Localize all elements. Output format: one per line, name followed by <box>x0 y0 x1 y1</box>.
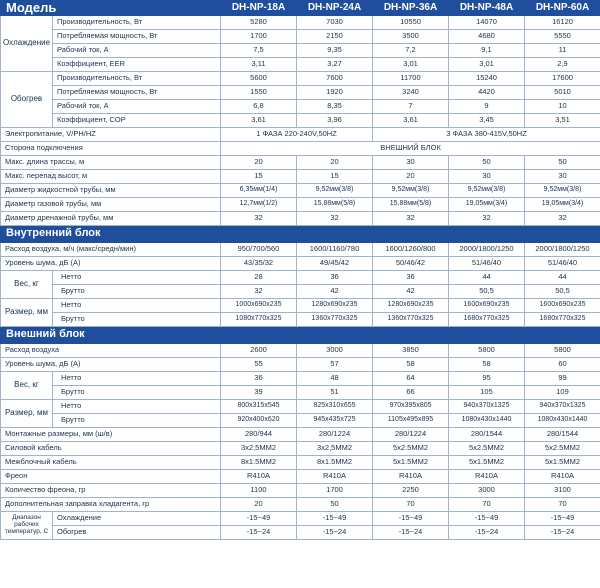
cell: 109 <box>525 385 600 399</box>
cell: 1550 <box>221 85 297 99</box>
cell: 36 <box>221 371 297 385</box>
table-row <box>1 57 600 71</box>
row-label: Сторона подключения <box>1 141 221 155</box>
cell: 36 <box>373 270 449 284</box>
cell-power-3phase: 3 ФАЗА 380-415V,50HZ <box>373 127 600 141</box>
cell: 48 <box>297 371 373 385</box>
cell: 3,01 <box>373 57 449 71</box>
table-row <box>1 29 600 43</box>
cell: 1080x770x325 <box>221 312 297 326</box>
cell: 9 <box>449 99 525 113</box>
cell: 105 <box>449 385 525 399</box>
table-row <box>1 371 600 385</box>
cell: 42 <box>373 284 449 298</box>
row-label: Макс. перепад высот, м <box>1 169 221 183</box>
row-label: Диаметр жидкостной трубы, мм <box>1 183 221 197</box>
cell: 3,01 <box>449 57 525 71</box>
cell: 9,1 <box>449 43 525 57</box>
row-label: Брутто <box>53 385 221 399</box>
cell: 14070 <box>449 15 525 29</box>
model-col-5: DH-NP-60A <box>525 1 600 16</box>
cell: 3,11 <box>221 57 297 71</box>
table-row <box>1 483 600 497</box>
row-label: Брутто <box>53 312 221 326</box>
section-cooling: Охлаждение <box>1 15 53 71</box>
cell: -15~24 <box>221 525 297 539</box>
cell: -15~24 <box>373 525 449 539</box>
cell: 5800 <box>449 343 525 357</box>
table-header-row <box>1 1 600 16</box>
cell: 280/1224 <box>373 427 449 441</box>
cell: 1600/1260/800 <box>373 242 449 256</box>
cell: R410A <box>449 469 525 483</box>
cell: 9,35 <box>297 43 373 57</box>
cell: 280/1224 <box>297 427 373 441</box>
cell: 800x315x545 <box>221 399 297 413</box>
row-label: Диаметр дренажной трубы, мм <box>1 211 221 225</box>
cell: 3,96 <box>297 113 373 127</box>
cell: 280/1544 <box>449 427 525 441</box>
cell: -15~49 <box>297 511 373 525</box>
cell: 3,51 <box>525 113 600 127</box>
cell: 50/46/42 <box>373 256 449 270</box>
cell: 30 <box>449 169 525 183</box>
cell: 39 <box>221 385 297 399</box>
cell: 950/700/560 <box>221 242 297 256</box>
cell: 44 <box>525 270 600 284</box>
cell: 3,45 <box>449 113 525 127</box>
cell: 7,2 <box>373 43 449 57</box>
cell: 15,88мм(5/8) <box>297 197 373 211</box>
table-row <box>1 197 600 211</box>
cell: -15~24 <box>525 525 600 539</box>
cell: 2250 <box>373 483 449 497</box>
model-col-3: DH-NP-36A <box>373 1 449 16</box>
cell: 5x1.5MM2 <box>449 455 525 469</box>
cell: 1600x690x235 <box>449 298 525 312</box>
table-row <box>1 469 600 483</box>
cell: 99 <box>525 371 600 385</box>
cell: 280/944 <box>221 427 297 441</box>
cell: 11700 <box>373 71 449 85</box>
row-label: Брутто <box>53 284 221 298</box>
cell: 3x2,5MM2 <box>221 441 297 455</box>
table-row <box>1 256 600 270</box>
cell: 7030 <box>297 15 373 29</box>
section-band-indoor <box>1 225 600 242</box>
cell: 1280x690x235 <box>297 298 373 312</box>
cell: 1080x430x1440 <box>525 413 600 427</box>
cell: 940x370x1325 <box>449 399 525 413</box>
cell: R410A <box>373 469 449 483</box>
cell: 7 <box>373 99 449 113</box>
row-label: Нетто <box>53 298 221 312</box>
table-row-power <box>1 127 600 141</box>
cell: 20 <box>297 155 373 169</box>
cell: 5280 <box>221 15 297 29</box>
cell: 3,61 <box>221 113 297 127</box>
table-row <box>1 155 600 169</box>
cell: 1080x430x1440 <box>449 413 525 427</box>
table-row <box>1 385 600 399</box>
cell: 32 <box>449 211 525 225</box>
cell: 51/46/40 <box>449 256 525 270</box>
cell: 2000/1800/1250 <box>525 242 600 256</box>
cell: 11 <box>525 43 600 57</box>
cell: 4680 <box>449 29 525 43</box>
row-label: Расход воздуха, м/ч (макс/средн/мин) <box>1 242 221 256</box>
cell: 1360x770x325 <box>297 312 373 326</box>
cell: 5x2.5MM2 <box>525 441 600 455</box>
cell: 3100 <box>525 483 600 497</box>
cell: 9,52мм(3/8) <box>297 183 373 197</box>
cell: 50 <box>525 155 600 169</box>
row-label: Брутто <box>53 413 221 427</box>
table-row <box>1 284 600 298</box>
cell: 5010 <box>525 85 600 99</box>
cell: 60 <box>525 357 600 371</box>
table-row <box>1 183 600 197</box>
cell: 70 <box>525 497 600 511</box>
cell: 16120 <box>525 15 600 29</box>
cell: -15~49 <box>373 511 449 525</box>
cell: 3850 <box>373 343 449 357</box>
cell: 945x435x725 <box>297 413 373 427</box>
row-label: Обогрев <box>53 525 221 539</box>
cell: 30 <box>525 169 600 183</box>
row-label: Уровень шума, дБ (А) <box>1 357 221 371</box>
table-row <box>1 399 600 413</box>
table-row <box>1 43 600 57</box>
cell: 36 <box>297 270 373 284</box>
table-row-connection <box>1 141 600 155</box>
cell: 7600 <box>297 71 373 85</box>
section-outdoor-label: Внешний блок <box>1 326 600 343</box>
model-col-2: DH-NP-24A <box>297 1 373 16</box>
cell: 1700 <box>297 483 373 497</box>
cell: 55 <box>221 357 297 371</box>
cell: 940x370x1325 <box>525 399 600 413</box>
cell: 32 <box>525 211 600 225</box>
cell: 20 <box>373 169 449 183</box>
row-label: Нетто <box>53 399 221 413</box>
cell: 1280x690x235 <box>373 298 449 312</box>
row-label: Силовой кабель <box>1 441 221 455</box>
model-col-4: DH-NP-48A <box>449 1 525 16</box>
cell: 7,5 <box>221 43 297 57</box>
cell: 42 <box>297 284 373 298</box>
cell: 3x2,5MM2 <box>297 441 373 455</box>
cell: 51 <box>297 385 373 399</box>
table-row <box>1 270 600 284</box>
table-row <box>1 242 600 256</box>
cell: 50,5 <box>449 284 525 298</box>
row-label: Уровень шума, дБ (А) <box>1 256 221 270</box>
cell: 15,88мм(5/8) <box>373 197 449 211</box>
cell: 50,5 <box>525 284 600 298</box>
cell: 1000x690x235 <box>221 298 297 312</box>
cell: 30 <box>373 155 449 169</box>
cell: 6,35мм(1/4) <box>221 183 297 197</box>
cell: -15~24 <box>449 525 525 539</box>
table-row <box>1 413 600 427</box>
cell: 95 <box>449 371 525 385</box>
cell: 280/1544 <box>525 427 600 441</box>
cell: 2,9 <box>525 57 600 71</box>
cell: 44 <box>449 270 525 284</box>
cell: 32 <box>297 211 373 225</box>
cell: 5600 <box>221 71 297 85</box>
section-outdoor-size: Размер, мм <box>1 399 53 427</box>
cell: 1360x770x325 <box>373 312 449 326</box>
cell: -15~49 <box>221 511 297 525</box>
cell: 9,52мм(3/8) <box>525 183 600 197</box>
cell: 1700 <box>221 29 297 43</box>
cell: 1680x770x325 <box>525 312 600 326</box>
cell: 19,05мм(3/4) <box>449 197 525 211</box>
cell: 3500 <box>373 29 449 43</box>
cell: 10550 <box>373 15 449 29</box>
cell: 3240 <box>373 85 449 99</box>
row-label: Охлаждение <box>53 511 221 525</box>
cell: 43/35/32 <box>221 256 297 270</box>
cell: 58 <box>373 357 449 371</box>
cell: 825x310x655 <box>297 399 373 413</box>
cell: 15 <box>297 169 373 183</box>
cell: 5x2.5MM2 <box>449 441 525 455</box>
cell: 8x1.5MM2 <box>221 455 297 469</box>
cell: 66 <box>373 385 449 399</box>
cell: 64 <box>373 371 449 385</box>
table-row <box>1 343 600 357</box>
table-row <box>1 211 600 225</box>
section-heating: Обогрев <box>1 71 53 127</box>
cell: 58 <box>449 357 525 371</box>
row-label: Макс. длина трассы, м <box>1 155 221 169</box>
cell: 57 <box>297 357 373 371</box>
cell: 8x1.5MM2 <box>297 455 373 469</box>
row-label: Электропитание, V/PH/HZ <box>1 127 221 141</box>
cell: 2600 <box>221 343 297 357</box>
row-label: Диаметр газовой трубы, мм <box>1 197 221 211</box>
table-row <box>1 525 600 539</box>
cell: 920x400x620 <box>221 413 297 427</box>
cell: 1920 <box>297 85 373 99</box>
row-label: Межблочный кабель <box>1 455 221 469</box>
section-indoor-size: Размер, мм <box>1 298 53 326</box>
table-row <box>1 169 600 183</box>
cell: 20 <box>221 497 297 511</box>
table-row <box>1 71 600 85</box>
cell: 49/45/42 <box>297 256 373 270</box>
table-row <box>1 427 600 441</box>
cell: 19,05мм(3/4) <box>525 197 600 211</box>
table-row <box>1 441 600 455</box>
cell: 3000 <box>297 343 373 357</box>
cell: 32 <box>221 211 297 225</box>
row-label: Потребляемая мощность, Вт <box>53 29 221 43</box>
cell: R410A <box>525 469 600 483</box>
table-row <box>1 298 600 312</box>
row-label: Монтажные размеры, мм (ш/в) <box>1 427 221 441</box>
cell: 5x1.5MM2 <box>373 455 449 469</box>
cell: R410A <box>221 469 297 483</box>
table-row <box>1 15 600 29</box>
cell: 15240 <box>449 71 525 85</box>
section-band-outdoor <box>1 326 600 343</box>
cell: 28 <box>221 270 297 284</box>
row-label: Расход воздуха <box>1 343 221 357</box>
row-label: Нетто <box>53 270 221 284</box>
row-label: Нетто <box>53 371 221 385</box>
cell: R410A <box>297 469 373 483</box>
cell: 51/46/40 <box>525 256 600 270</box>
cell: 10 <box>525 99 600 113</box>
cell: 6,8 <box>221 99 297 113</box>
row-label: Рабочий ток, А <box>53 99 221 113</box>
table-row <box>1 312 600 326</box>
cell: 2150 <box>297 29 373 43</box>
cell: 50 <box>297 497 373 511</box>
cell: 3000 <box>449 483 525 497</box>
cell: 4420 <box>449 85 525 99</box>
cell: 20 <box>221 155 297 169</box>
cell: 32 <box>221 284 297 298</box>
table-row <box>1 511 600 525</box>
cell: -15~49 <box>525 511 600 525</box>
table-row <box>1 455 600 469</box>
row-label: Потребляемая мощность, Вт <box>53 85 221 99</box>
cell-connection: ВНЕШНИЙ БЛОК <box>221 141 600 155</box>
cell: 2000/1800/1250 <box>449 242 525 256</box>
cell: 70 <box>373 497 449 511</box>
cell: 17600 <box>525 71 600 85</box>
cell: -15~49 <box>449 511 525 525</box>
section-temp-range: Диапазон рабочих температур, С <box>1 511 53 539</box>
row-label: Производительность, Вт <box>53 71 221 85</box>
table-row <box>1 497 600 511</box>
row-label: Производительность, Вт <box>53 15 221 29</box>
cell: 9,52мм(3/8) <box>373 183 449 197</box>
cell: 50 <box>449 155 525 169</box>
cell: 970x395x805 <box>373 399 449 413</box>
cell: 5550 <box>525 29 600 43</box>
table-row <box>1 99 600 113</box>
table-row <box>1 113 600 127</box>
page-title: Модель <box>1 1 221 16</box>
cell-power-1phase: 1 ФАЗА 220-240V,50HZ <box>221 127 373 141</box>
section-outdoor-weight: Вес, кг <box>1 371 53 399</box>
cell: 5x1.5MM2 <box>525 455 600 469</box>
row-label: Количество фреона, гр <box>1 483 221 497</box>
cell: 1680x770x325 <box>449 312 525 326</box>
row-label: Рабочий ток, А <box>53 43 221 57</box>
table-row <box>1 85 600 99</box>
table-row <box>1 357 600 371</box>
section-indoor-label: Внутренний блок <box>1 225 600 242</box>
row-label: Коэффициент, EER <box>53 57 221 71</box>
cell: 1105x495x895 <box>373 413 449 427</box>
cell: 1600x690x235 <box>525 298 600 312</box>
cell: 5x2.5MM2 <box>373 441 449 455</box>
cell: 1600/1160/780 <box>297 242 373 256</box>
row-label: Коэффициент, COP <box>53 113 221 127</box>
section-indoor-weight: Вес, кг <box>1 270 53 298</box>
row-label: Дополнительная заправка хладагента, гр <box>1 497 221 511</box>
cell: 12,7мм(1/2) <box>221 197 297 211</box>
cell: -15~24 <box>297 525 373 539</box>
cell: 70 <box>449 497 525 511</box>
model-col-1: DH-NP-18A <box>221 1 297 16</box>
cell: 8,35 <box>297 99 373 113</box>
cell: 1100 <box>221 483 297 497</box>
cell: 32 <box>373 211 449 225</box>
row-label: Фреон <box>1 469 221 483</box>
cell: 3,27 <box>297 57 373 71</box>
cell: 3,61 <box>373 113 449 127</box>
cell: 15 <box>221 169 297 183</box>
cell: 9,52мм(3/8) <box>449 183 525 197</box>
cell: 5800 <box>525 343 600 357</box>
